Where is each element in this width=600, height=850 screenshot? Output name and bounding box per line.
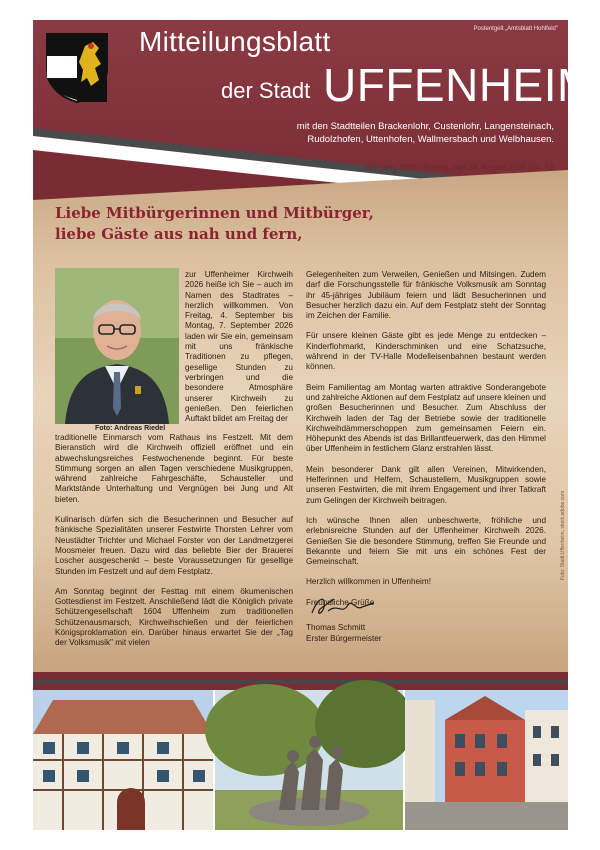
postage-stamp-text: Postentgelt „Amtsblatt Hohlfeld" xyxy=(473,26,558,32)
masthead-title: Mitteilungsblatt xyxy=(139,26,331,57)
issue-info: Jahrgang 2026 | Freitag, den 28. August 2026 | Nr. 18 xyxy=(363,163,554,172)
districts-line: mit den Stadtteilen Brackenlohr, Custenlohr, Langensteinach, xyxy=(296,121,554,132)
paragraph: Ich wünsche Ihnen allen unbeschwerte, fröhliche und erlebnisreiche Stunden auf der Uffenheimer Kirchweih 2026. Genießen Sie die besondere Stimmung, treffen Sie Freunde und Bekannte und feiern Sie mit uns ein schönes Fest der Gemeinschaft. xyxy=(306,515,546,567)
photo-caption: Foto: Andreas Riedel xyxy=(95,425,166,432)
headline-line: Liebe Mitbürgerinnen und Mitbürger, xyxy=(55,204,374,222)
paragraph: Kulinarisch dürfen sich die Besucherinnen und Besucher auf fränkische Spezialitäten unserer Festwirte Thorsten Lehrer vom Neustädter Trichter und Michael Forster von der Landmetzgerei Moosmeier freuen. Dazu wird das beliebte Bier der Brauerei Loscher ausgeschenkt – beste Voraussetzungen für gesellige Stunden im Festzelt und auf dem Festplatz. xyxy=(55,515,293,576)
paragraph: traditionelle Einmarsch vom Rathaus ins Festzelt. Mit dem Bieranstich wird die Kirchweih offiziell eröffnet und ein abwechslungsreiches Festwochenende beginnt. Für beste Stimmung sorgen an allen Tagen verschiedene Musikgruppen, während zahlreiche Fahrgeschäfte, Schausteller und Marktstände Unterhaltung und Vergnügen bei Jung und Alt bieten. xyxy=(55,433,293,504)
footer-band xyxy=(33,672,568,690)
coat-of-arms-icon xyxy=(45,32,109,104)
paragraph: Beim Familientag am Montag warten attraktive Sonderangebote und zahlreiche Aktionen auf dem Festplatz auf unsere kleinen und großen Besucherinnen und Besucher. Zum Abschluss der Kirchweih laden der Tag der Betriebe sowie der traditionelle Kirchweihdämmerschoppen zum gemeinsamen Feiern ein. Höhepunkt des Abends ist das Brillantfeuerwerk, das den Himmel über Uffenheim in festlichem Glanz erstrahlen lässt. xyxy=(306,382,546,454)
paragraph: Herzlich willkommen in Uffenheim! xyxy=(306,577,431,587)
closing: Freundliche Grüße xyxy=(306,597,375,607)
article-column-left xyxy=(55,433,293,659)
masthead-subtitle: der Stadt xyxy=(221,78,311,103)
photo-old-town xyxy=(405,690,568,830)
photo-credit: Foto: Stadt Uffenheim, stock.adobe.com xyxy=(560,490,566,580)
signature-icon xyxy=(308,593,378,619)
paragraph: Gelegenheiten zum Verweilen, Genießen und Mitsingen. Zudem darf die Forschungsstelle für fränkische Volksmusik am Sonntag ihr 45-jähriges Jubiläum feiern und lädt Besucherinnen und Besucher herzlich dazu ein. Auf dem Festplatz steht der Sonntag im Zeichen der Familie. xyxy=(306,270,546,321)
headline-line: liebe Gäste aus nah und fern, xyxy=(55,225,303,243)
paragraph: Für unsere kleinen Gäste gibt es jede Menge zu entdecken – Kinderflohmarkt, Kinderschminken und eine Schatzsuche, während in der TV-Halle Modelleisenbahnen bestaunt werden können. xyxy=(306,331,546,372)
paragraph: Am Sonntag beginnt der Festtag mit einem ökumenischen Gottesdienst im Festzelt. Anschließend lädt die Königlich private Schützengesellschaft 1604 Uffenheim zum traditionellen Schützenausmarsch, Kirchweihschießen und der feierlichen Königsproklamation ein. Darüber hinaus erwartet Sie der „Tag der Volksmusik" mit vielen xyxy=(55,586,293,648)
page xyxy=(33,20,596,830)
photo-town-building xyxy=(33,690,213,830)
article-column-right xyxy=(306,270,546,618)
article-intro: zur Uffenheimer Kirchweih 2026 heiße ich Sie – auch im Namen des Stadtrates – herzlich willkommen. Von Freitag, 4. September bis Montag, 7. September 2026 laden wir Sie ein, gemeinsam mit uns fränkische Traditionen zu pflegen, gesellige Stunden zu verbringen und die besondere Atmosphäre unserer Kirchweih zu genießen. Den feierlichen Auftakt bildet am Freitag der xyxy=(185,270,293,424)
masthead-city: UFFENHEIM xyxy=(323,59,596,111)
districts-line: Rudolzhofen, Uttenhofen, Wallmersbach und Welbhausen. xyxy=(307,134,554,145)
signer-title: Erster Bürgermeister xyxy=(306,633,382,643)
signature-block xyxy=(306,623,382,644)
article-headline xyxy=(55,203,374,245)
mayor-portrait xyxy=(55,268,179,424)
signer-name: Thomas Schmitt xyxy=(306,623,366,632)
photo-statue xyxy=(215,690,403,830)
paragraph: Mein besonderer Dank gilt allen Vereinen, Mitwirkenden, Helferinnen und Helfern, Schaustellern, Musikgruppen sowie unseren Festwirten, die mit ihrem Engagement und ihrer Tatkraft zum Gelingen der Kirchweih beitragen. xyxy=(306,464,546,505)
photo-strip xyxy=(33,690,568,830)
